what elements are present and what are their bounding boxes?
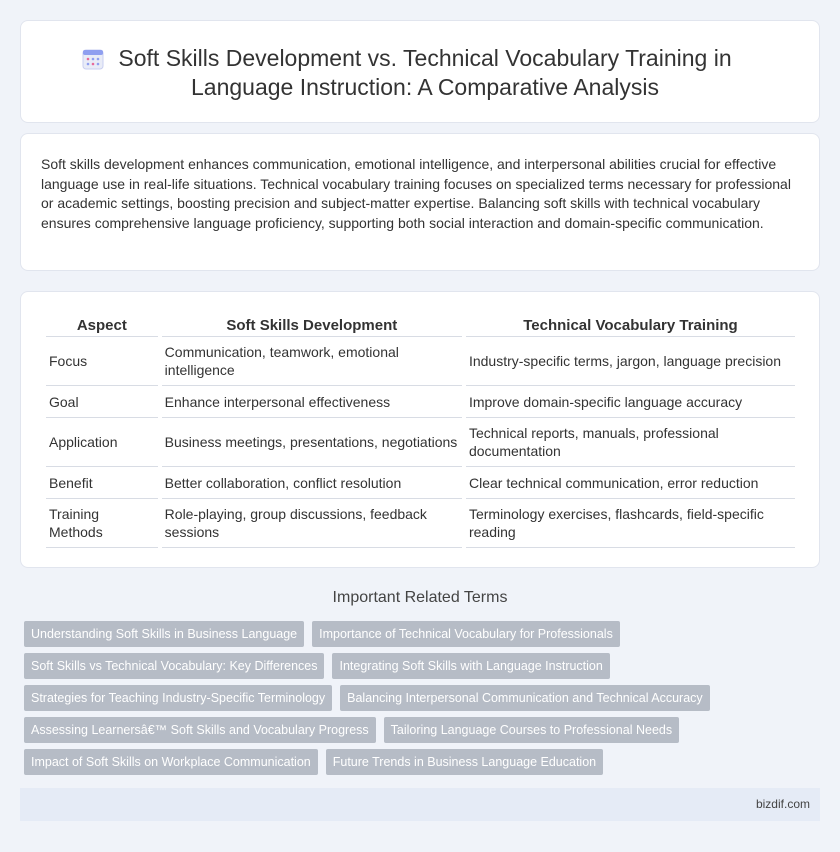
- comparison-card: [20, 291, 820, 568]
- table-cell: Business meetings, presentations, negotiations: [162, 418, 462, 467]
- site-link[interactable]: bizdif.com: [755, 797, 810, 811]
- table-row: [46, 467, 795, 499]
- header-technical-vocabulary: Technical Vocabulary Training: [466, 314, 795, 337]
- header-aspect: Aspect: [46, 314, 158, 337]
- related-term-tag[interactable]: Importance of Technical Vocabulary for Professionals: [312, 621, 620, 647]
- related-term-tag[interactable]: Future Trends in Business Language Education: [326, 749, 603, 775]
- table-row: [46, 418, 795, 467]
- table-row: [46, 499, 795, 548]
- tag-row: [24, 621, 620, 647]
- table-cell: Terminology exercises, flashcards, field-specific reading: [466, 499, 795, 548]
- related-term-tag[interactable]: Assessing Learnersâ€™ Soft Skills and Vocabulary Progress: [24, 717, 376, 743]
- table-cell: Technical reports, manuals, professional documentation: [466, 418, 795, 467]
- related-term-tag[interactable]: Impact of Soft Skills on Workplace Communication: [24, 749, 318, 775]
- related-terms-heading: Important Related Terms: [332, 589, 508, 606]
- table-cell: Application: [46, 418, 158, 467]
- table-cell: Industry-specific terms, jargon, language precision: [466, 337, 795, 386]
- related-term-tag[interactable]: Strategies for Teaching Industry-Specific Terminology: [24, 685, 332, 711]
- table-row: [46, 337, 795, 386]
- related-term-tag[interactable]: Integrating Soft Skills with Language Instruction: [332, 653, 609, 679]
- table-cell: Benefit: [46, 467, 158, 499]
- tag-row: [24, 749, 603, 775]
- table-cell: Improve domain-specific language accuracy: [466, 386, 795, 418]
- related-term-tag[interactable]: Understanding Soft Skills in Business Language: [24, 621, 304, 647]
- tag-row: [24, 717, 679, 743]
- related-term-tag[interactable]: Soft Skills vs Technical Vocabulary: Key Differences: [24, 653, 324, 679]
- page-title: Soft Skills Development vs. Technical Vocabulary Training in Language Instruction: A Comparative Analysis: [118, 45, 732, 100]
- table-cell: Role-playing, group discussions, feedback sessions: [162, 499, 462, 548]
- intro-card: [20, 133, 820, 271]
- table-cell: Clear technical communication, error reduction: [466, 467, 795, 499]
- tag-row: [24, 685, 710, 711]
- table-cell: Better collaboration, conflict resolution: [162, 467, 462, 499]
- table-cell: Goal: [46, 386, 158, 418]
- tag-row: [24, 653, 610, 679]
- table-cell: Enhance interpersonal effectiveness: [162, 386, 462, 418]
- table-header-row: [46, 314, 795, 337]
- table-cell: Training Methods: [46, 499, 158, 548]
- table-cell: Communication, teamwork, emotional intelligence: [162, 337, 462, 386]
- header-card: [20, 20, 820, 123]
- related-term-tag[interactable]: Balancing Interpersonal Communication and Technical Accuracy: [340, 685, 710, 711]
- header-soft-skills: Soft Skills Development: [162, 314, 462, 337]
- footer: [20, 788, 820, 821]
- related-term-tag[interactable]: Tailoring Language Courses to Professional Needs: [384, 717, 679, 743]
- intro-paragraph: Soft skills development enhances communication, emotional intelligence, and interpersonal abilities crucial for effective language use in real-life situations. Technical vocabulary training focuses on specialized terms necessary for professional or academic settings, boosting precision and subject-matter expertise. Balancing soft skills with technical vocabulary ensures comprehensive language proficiency, supporting both social interaction and domain-specific communication.: [41, 156, 791, 231]
- table-row: [46, 386, 795, 418]
- comparison-table: [42, 314, 799, 548]
- table-cell: Focus: [46, 337, 158, 386]
